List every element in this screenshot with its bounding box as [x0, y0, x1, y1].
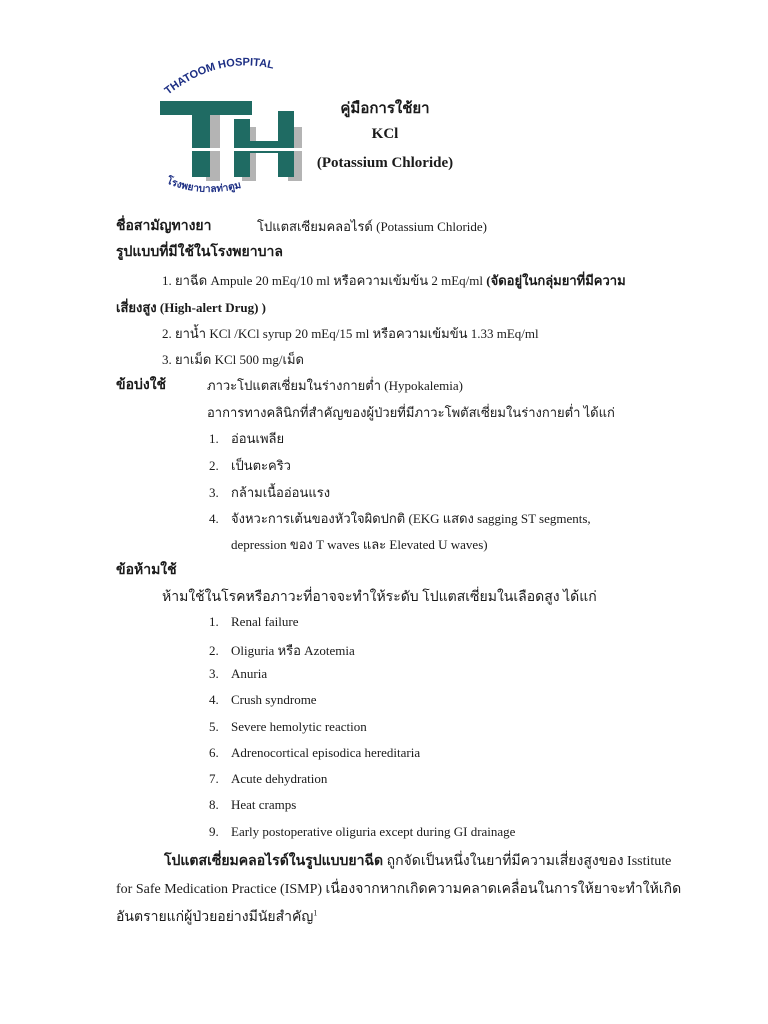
contra-item	[209, 640, 355, 661]
contra-item-text: Renal failure	[231, 614, 299, 629]
contra-item	[209, 666, 267, 682]
logo-name-th: โรงพยาบาลท่าตูม	[164, 175, 243, 195]
contra-item	[209, 771, 327, 787]
title-line-2: KCl	[371, 126, 399, 142]
hospital-logo	[138, 55, 314, 205]
contra-item-num: 8.	[209, 797, 219, 812]
indication-item-num: 2.	[209, 458, 219, 473]
contra-item	[209, 797, 296, 813]
contra-item-num: 1.	[209, 614, 219, 629]
contra-label: ข้อห้ามใช้	[116, 563, 177, 578]
contra-item	[209, 614, 299, 630]
indication-item-text: เป็นตะคริว	[231, 458, 291, 473]
logo-name-en: THATOOM HOSPITAL	[162, 56, 276, 98]
indication-item-num: 3.	[209, 485, 219, 500]
contra-item-num: 3.	[209, 666, 219, 681]
contra-item-num: 6.	[209, 745, 219, 760]
contra-item-num: 2.	[209, 643, 219, 658]
forms-label: รูปแบบที่มีใช้ในโรงพยาบาล	[116, 245, 283, 260]
contra-item	[209, 692, 317, 708]
indications-line-1: ภาวะโปแตสเซี่ยมในร่างกายต่ำ (Hypokalemia)	[207, 378, 463, 393]
contra-item-num: 4.	[209, 692, 219, 707]
forms-item-2: 2. ยาน้ำ KCl /KCl syrup 20 mEq/15 ml หรือความเข้มข้น 1.33 mEq/ml	[162, 326, 539, 341]
indication-item	[209, 482, 330, 503]
indications-label: ข้อบ่งใช้	[116, 378, 167, 393]
generic-value: โปแตสเซียมคลอไรด์ (Potassium Chloride)	[257, 219, 487, 234]
contra-item	[209, 719, 367, 735]
contra-item	[209, 745, 420, 761]
closing-footnote-ref: 1	[313, 908, 318, 918]
indication-item-num: 4.	[209, 511, 219, 526]
contra-item-text: Severe hemolytic reaction	[231, 719, 367, 734]
contra-item-text: Heat cramps	[231, 797, 297, 812]
forms-item-1	[162, 270, 626, 291]
logo-graphic	[138, 55, 314, 205]
indications-line-2: อาการทางคลินิกที่สำคัญของผู้ป่วยที่มีภาวะโพตัสเซี่ยมในร่างกายต่ำ ได้แก่	[207, 405, 615, 420]
indication-item-num: 1.	[209, 431, 219, 446]
closing-bold: โปแตสเซี่ยมคลอไรด์ในรูปแบบยาฉีด	[164, 854, 384, 869]
indication-item	[209, 508, 591, 529]
indication-item-text: กล้ามเนื้ออ่อนแรง	[231, 485, 331, 500]
contra-item-num: 7.	[209, 771, 219, 786]
contra-item-num: 5.	[209, 719, 219, 734]
indication-item-text: จังหวะการเต้นของหัวใจผิดปกติ (EKG แสดง sagging ST segments,	[231, 511, 591, 526]
generic-label: ชื่อสามัญทางยา	[116, 219, 212, 234]
closing-line-2: for Safe Medication Practice (ISMP) เนื่องจากหากเกิดความคลาดเคลื่อนในการให้ยาจะทำให้เกิด	[116, 882, 682, 897]
forms-item-3: 3. ยาเม็ด KCl 500 mg/เม็ด	[162, 352, 304, 367]
indication-item	[209, 428, 284, 449]
closing-line-3	[116, 906, 317, 928]
contra-item-num: 9.	[209, 824, 219, 839]
contra-item-text: Oliguria หรือ Azotemia	[231, 643, 355, 658]
title-line-1: คู่มือการใช้ยา	[340, 101, 430, 117]
contra-item-text: Acute dehydration	[231, 771, 328, 786]
closing-line-1	[164, 850, 671, 872]
forms-item-1-cont: เสี่ยงสูง (High-alert Drug) )	[116, 300, 267, 315]
indication-item-text: อ่อนเพลีย	[231, 431, 285, 446]
indication-item-4-cont: depression ของ T waves และ Elevated U waves)	[231, 537, 488, 552]
closing-line-1-rest: ถูกจัดเป็นหนึ่งในยาที่มีความเสี่ยงสูงของ Isstitute	[383, 854, 672, 869]
contra-item-text: Crush syndrome	[231, 692, 317, 707]
closing-line-3-text: อันตรายแก่ผู้ป่วยอย่างมีนัยสำคัญ	[116, 910, 314, 925]
forms-item-1-text: 1. ยาฉีด Ampule 20 mEq/10 ml หรือความเข้มข้น 2 mEq/ml	[162, 273, 484, 288]
contra-item-text: Anuria	[231, 666, 268, 681]
indication-item	[209, 455, 291, 476]
contra-item	[209, 824, 515, 840]
contra-intro: ห้ามใช้ในโรคหรือภาวะที่อาจจะทำให้ระดับ โปแตสเซี่ยมในเลือดสูง ได้แก่	[162, 590, 597, 605]
forms-item-1-bold: (จัดอยู่ในกลุ่มยาที่มีความ	[486, 273, 626, 288]
title-line-3: (Potassium Chloride)	[316, 155, 454, 171]
contra-item-text: Adrenocortical episodica hereditaria	[231, 745, 421, 760]
contra-item-text: Early postoperative oliguria except during GI drainage	[231, 824, 516, 839]
